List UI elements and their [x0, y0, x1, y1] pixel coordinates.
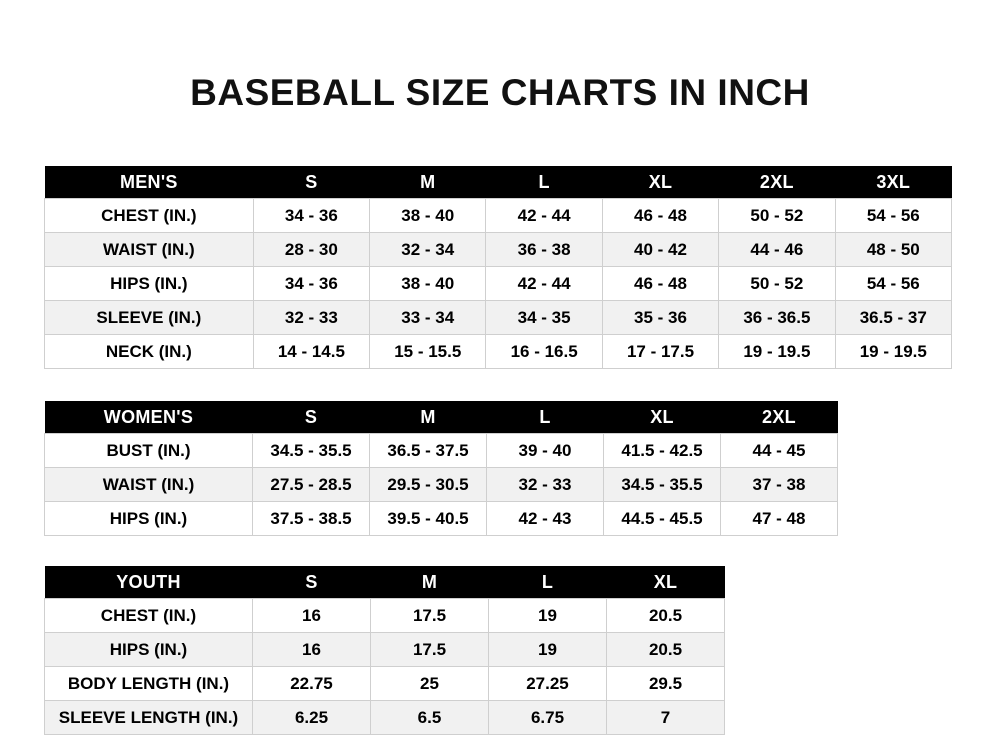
table-cell: 42 - 43: [487, 502, 604, 536]
table-cell: 46 - 48: [602, 199, 718, 233]
column-header: S: [253, 401, 370, 434]
table-cell: 34 - 35: [486, 301, 602, 335]
column-header: XL: [604, 401, 721, 434]
table-cell: 34 - 36: [253, 199, 369, 233]
table-cell: 14 - 14.5: [253, 335, 369, 369]
table-cell: 17.5: [371, 633, 489, 667]
table-row: [45, 301, 952, 335]
table-cell: 19 - 19.5: [835, 335, 951, 369]
table-cell: 6.75: [489, 701, 607, 735]
column-header: M: [371, 566, 489, 599]
table-cell: 39 - 40: [487, 434, 604, 468]
table-cell: 20.5: [607, 599, 725, 633]
column-header: 2XL: [721, 401, 838, 434]
column-header: YOUTH: [45, 566, 253, 599]
row-label: NECK (IN.): [45, 335, 254, 369]
table-cell: 36 - 38: [486, 233, 602, 267]
table-cell: 32 - 33: [253, 301, 369, 335]
column-header: WOMEN'S: [45, 401, 253, 434]
table-cell: 35 - 36: [602, 301, 718, 335]
table-row: [45, 468, 838, 502]
table-row: [45, 599, 725, 633]
table-cell: 41.5 - 42.5: [604, 434, 721, 468]
row-label: HIPS (IN.): [45, 502, 253, 536]
table-cell: 6.25: [253, 701, 371, 735]
table-cell: 6.5: [371, 701, 489, 735]
table-cell: 16 - 16.5: [486, 335, 602, 369]
table-cell: 17 - 17.5: [602, 335, 718, 369]
table-cell: 37.5 - 38.5: [253, 502, 370, 536]
table-cell: 34.5 - 35.5: [604, 468, 721, 502]
table-cell: 32 - 34: [370, 233, 486, 267]
table-cell: 34.5 - 35.5: [253, 434, 370, 468]
table-cell: 27.25: [489, 667, 607, 701]
table-cell: 50 - 52: [719, 199, 835, 233]
table-row: [45, 199, 952, 233]
row-label: HIPS (IN.): [45, 267, 254, 301]
column-header: L: [486, 166, 602, 199]
row-label: HIPS (IN.): [45, 633, 253, 667]
table-cell: 54 - 56: [835, 267, 951, 301]
table-header-row: [45, 566, 725, 599]
table-cell: 19 - 19.5: [719, 335, 835, 369]
column-header: XL: [602, 166, 718, 199]
column-header: L: [487, 401, 604, 434]
table-cell: 25: [371, 667, 489, 701]
table-cell: 46 - 48: [602, 267, 718, 301]
table-cell: 37 - 38: [721, 468, 838, 502]
table-header-row: [45, 401, 838, 434]
table-cell: 19: [489, 599, 607, 633]
table-cell: 32 - 33: [487, 468, 604, 502]
row-label: CHEST (IN.): [45, 599, 253, 633]
table-cell: 27.5 - 28.5: [253, 468, 370, 502]
table-cell: 42 - 44: [486, 199, 602, 233]
table-cell: 19: [489, 633, 607, 667]
column-header: S: [253, 566, 371, 599]
column-header: 2XL: [719, 166, 835, 199]
table-row: [45, 701, 725, 735]
table-cell: 28 - 30: [253, 233, 369, 267]
table-cell: 48 - 50: [835, 233, 951, 267]
table-header-row: [45, 166, 952, 199]
table-cell: 44 - 45: [721, 434, 838, 468]
table-row: [45, 434, 838, 468]
table-row: [45, 633, 725, 667]
mens-size-table: [44, 166, 952, 369]
table-cell: 42 - 44: [486, 267, 602, 301]
column-header: M: [370, 401, 487, 434]
table-cell: 15 - 15.5: [370, 335, 486, 369]
row-label: BUST (IN.): [45, 434, 253, 468]
table-cell: 17.5: [371, 599, 489, 633]
table-spacer: [44, 369, 956, 401]
table-cell: 44 - 46: [719, 233, 835, 267]
table-cell: 29.5 - 30.5: [370, 468, 487, 502]
table-row: [45, 267, 952, 301]
youth-size-table: [44, 566, 725, 735]
row-label: BODY LENGTH (IN.): [45, 667, 253, 701]
table-cell: 50 - 52: [719, 267, 835, 301]
table-cell: 20.5: [607, 633, 725, 667]
womens-size-table: [44, 401, 838, 536]
table-cell: 22.75: [253, 667, 371, 701]
table-cell: 33 - 34: [370, 301, 486, 335]
table-cell: 38 - 40: [370, 199, 486, 233]
table-row: [45, 233, 952, 267]
row-label: SLEEVE LENGTH (IN.): [45, 701, 253, 735]
table-cell: 16: [253, 599, 371, 633]
table-cell: 47 - 48: [721, 502, 838, 536]
table-cell: 40 - 42: [602, 233, 718, 267]
row-label: WAIST (IN.): [45, 468, 253, 502]
column-header: M: [370, 166, 486, 199]
table-cell: 36.5 - 37: [835, 301, 951, 335]
tables-container: [0, 166, 1000, 735]
table-cell: 7: [607, 701, 725, 735]
table-cell: 38 - 40: [370, 267, 486, 301]
column-header: S: [253, 166, 369, 199]
table-cell: 29.5: [607, 667, 725, 701]
table-cell: 36 - 36.5: [719, 301, 835, 335]
column-header: MEN'S: [45, 166, 254, 199]
table-spacer: [44, 536, 956, 566]
table-cell: 34 - 36: [253, 267, 369, 301]
table-row: [45, 335, 952, 369]
table-row: [45, 502, 838, 536]
table-cell: 39.5 - 40.5: [370, 502, 487, 536]
row-label: WAIST (IN.): [45, 233, 254, 267]
page-title: BASEBALL SIZE CHARTS IN INCH: [190, 72, 810, 113]
column-header: L: [489, 566, 607, 599]
table-cell: 36.5 - 37.5: [370, 434, 487, 468]
table-cell: 44.5 - 45.5: [604, 502, 721, 536]
table-row: [45, 667, 725, 701]
row-label: CHEST (IN.): [45, 199, 254, 233]
row-label: SLEEVE (IN.): [45, 301, 254, 335]
table-cell: 16: [253, 633, 371, 667]
column-header: 3XL: [835, 166, 951, 199]
table-cell: 54 - 56: [835, 199, 951, 233]
column-header: XL: [607, 566, 725, 599]
